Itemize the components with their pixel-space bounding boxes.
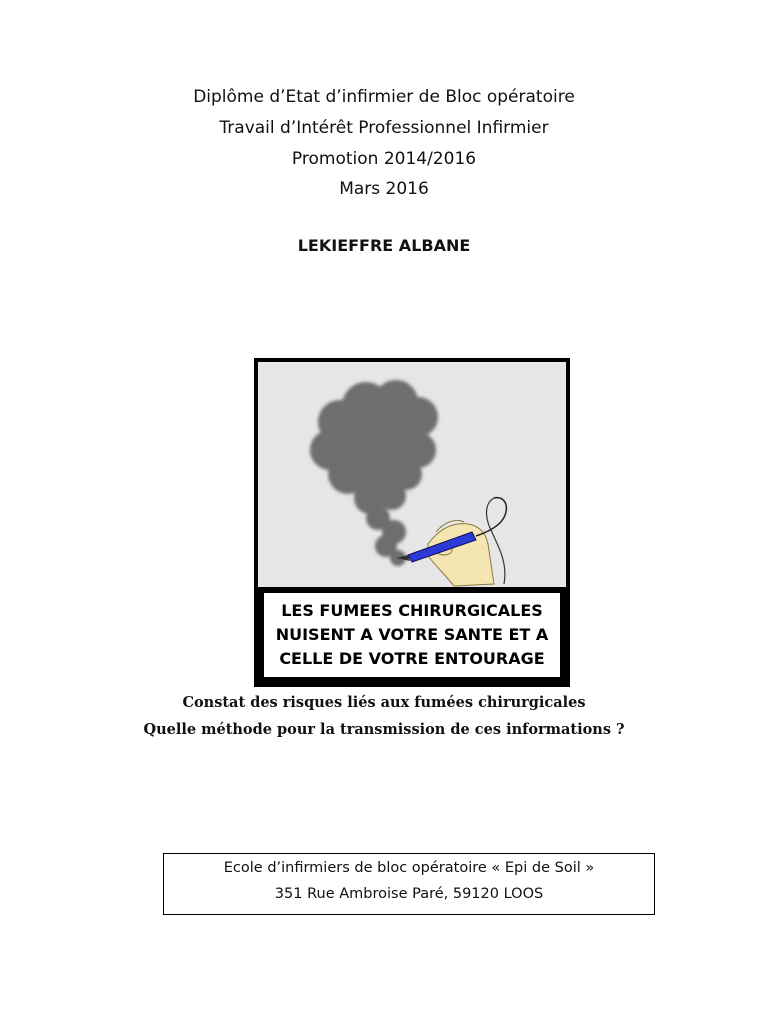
- date: Mars 2016: [339, 179, 429, 199]
- poster-caption-band: [258, 587, 566, 683]
- poster-caption-line: CELLE DE VOTRE ENTOURAGE: [279, 649, 545, 668]
- school-box: [163, 853, 655, 915]
- school-address: 351 Rue Ambroise Paré, 59120 LOOS: [274, 886, 544, 902]
- poster-caption-line: LES FUMEES CHIRURGICALES: [281, 601, 543, 620]
- school-name: Ecole d’infirmiers de bloc opératoire « Epi de Soil »: [223, 860, 595, 876]
- smoke-and-cautery-illustration: [258, 362, 566, 587]
- promotion: Promotion 2014/2016: [291, 149, 477, 169]
- subtitle-line-1: Constat des risques liés aux fumées chirurgicales: [182, 694, 586, 711]
- poster: [254, 358, 570, 687]
- subtitle-line-2: Quelle méthode pour la transmission de ces informations ?: [143, 721, 625, 738]
- poster-caption: [264, 593, 560, 677]
- poster-caption-line: NUISENT A VOTRE SANTE ET A: [275, 625, 549, 644]
- diploma-title: Diplôme d’Etat d’infirmier de Bloc opératoire: [193, 87, 575, 107]
- author-name: LEKIEFFRE ALBANE: [297, 236, 471, 255]
- work-type: Travail d’Intérêt Professionnel Infirmier: [219, 118, 549, 138]
